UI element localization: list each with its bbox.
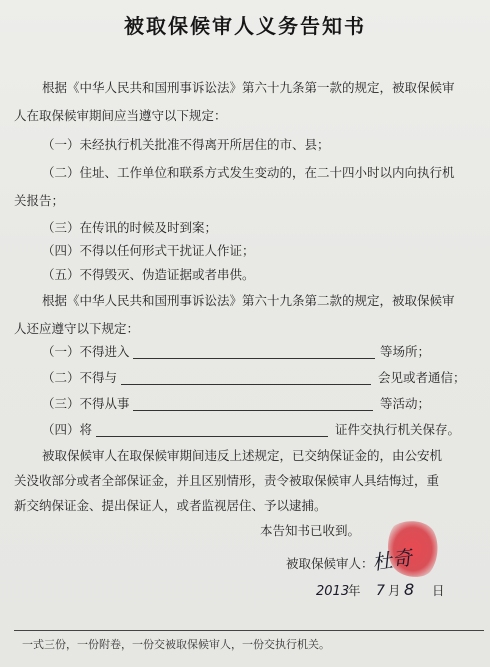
rule2-item-2-blank	[121, 384, 371, 385]
para2-line1: 根据《中华人民共和国刑事诉讼法》第六十九条第二款的规定，被取保候审	[42, 293, 455, 308]
document-title: 被取保候审人义务告知书	[124, 14, 366, 38]
date-year-label: 年	[348, 583, 361, 598]
rule2-item-1-prefix: （一）不得进入	[42, 344, 130, 359]
para3-line3: 新交纳保证金、提出保证人，或者监视居住、予以逮捕。	[14, 498, 327, 513]
signature-handwriting: 杜奇	[370, 545, 414, 575]
date-month: 7	[376, 583, 385, 599]
rule1-item-2-cont: 关报告；	[14, 193, 65, 208]
rule2-item-1-suffix: 等场所；	[380, 344, 431, 359]
para3-line1: 被取保候审人在取保候审期间违反上述规定，已交纳保证金的，由公安机	[42, 448, 443, 463]
rule2-item-4-blank	[96, 436, 328, 437]
rule2-item-3-blank	[133, 410, 373, 411]
rule1-item-1: （一）未经执行机关批准不得离开所居住的市、县；	[42, 137, 330, 152]
para1-line1: 根据《中华人民共和国刑事诉讼法》第六十九条第一款的规定，被取保候审	[42, 80, 455, 95]
rule1-item-3: （三）在传讯的时候及时到案；	[42, 220, 218, 235]
date-month-label: 月	[388, 583, 401, 598]
date-day-label: 日	[432, 583, 445, 598]
rule2-item-3-prefix: （三）不得从事	[42, 396, 130, 411]
footer-divider	[14, 630, 484, 631]
para3-line2: 关没收部分或者全部保证金，并且区别情形，责令被取保候审人具结悔过，重	[14, 473, 440, 488]
para1-line2: 人在取保候审期间应当遵守以下规定：	[14, 108, 227, 123]
rule2-item-4-prefix: （四）将	[42, 422, 93, 437]
rule1-item-2: （二）住址、工作单位和联系方式发生变动的，在二十四小时以内向执行机	[42, 165, 455, 180]
signer-label: 被取保候审人：	[286, 556, 374, 571]
rule1-item-4: （四）不得以任何形式干扰证人作证；	[42, 243, 255, 258]
footer-note: 一式三份，一份附卷，一份交被取保候审人，一份交执行机关。	[22, 638, 330, 651]
rule2-item-2-prefix: （二）不得与	[42, 370, 118, 385]
date-day: 8	[404, 580, 415, 599]
date-year: 2013	[316, 584, 350, 599]
rule2-item-1-blank	[133, 358, 375, 359]
para2-line2: 人还应遵守以下规定：	[14, 321, 140, 336]
rule2-item-2-suffix: 会见或者通信；	[378, 370, 466, 385]
rule1-item-5: （五）不得毁灭、伪造证据或者串供。	[42, 267, 255, 282]
received-text: 本告知书已收到。	[260, 523, 361, 538]
rule2-item-3-suffix: 等活动；	[380, 396, 431, 411]
rule2-item-4-suffix: 证件交执行机关保存。	[335, 422, 461, 437]
